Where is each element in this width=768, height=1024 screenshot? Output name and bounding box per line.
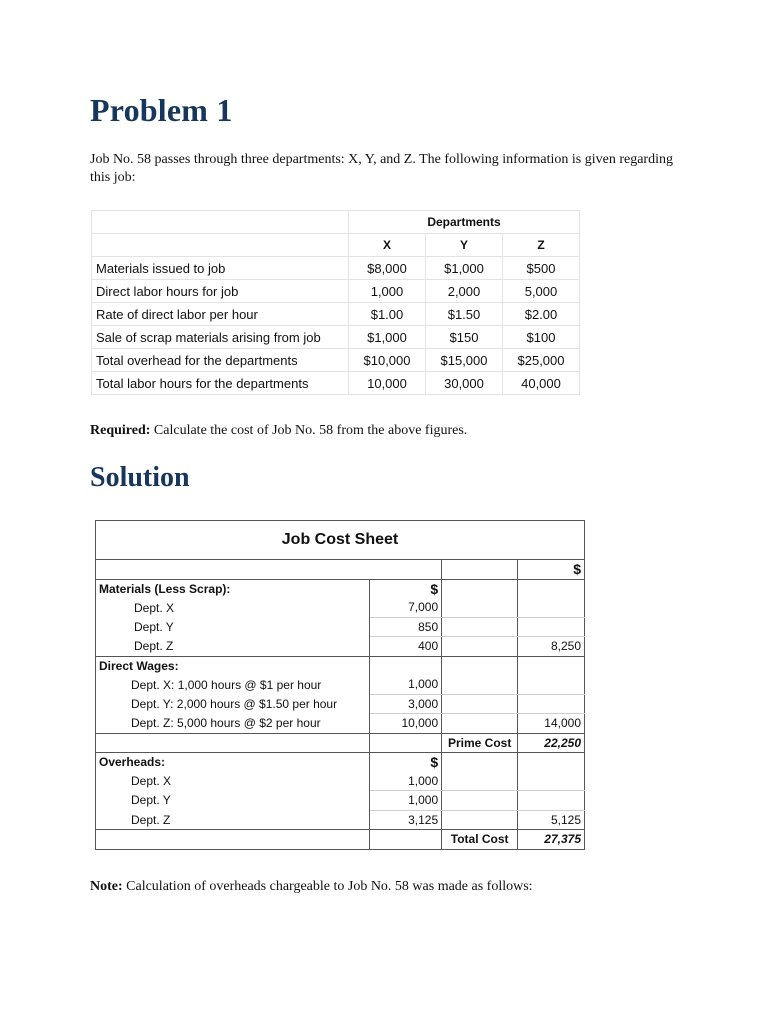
cell-z: $25,000 [503, 349, 580, 372]
overheads-heading: Overheads: [96, 753, 370, 772]
note-paragraph [90, 879, 533, 895]
column-header-row [92, 234, 580, 257]
table-row [96, 791, 585, 811]
cell-y: 30,000 [426, 372, 503, 395]
row-amount: 850 [370, 617, 442, 637]
row-amount: 3,000 [370, 694, 442, 714]
wages-heading: Direct Wages: [96, 656, 370, 675]
table-row [96, 598, 585, 617]
cell-x: 1,000 [349, 280, 426, 303]
table-row [96, 637, 585, 657]
cell-y: $15,000 [426, 349, 503, 372]
row-label: Sale of scrap materials arising from job [92, 326, 349, 349]
table-row [92, 280, 580, 303]
cell-x: $1.00 [349, 303, 426, 326]
cell-z: $100 [503, 326, 580, 349]
page-title: Problem 1 [90, 92, 233, 128]
note-label: Note: [90, 879, 123, 894]
table-row [92, 303, 580, 326]
prime-cost-row [96, 733, 585, 753]
cell-y: $1.50 [426, 303, 503, 326]
row-amount: 1,000 [370, 675, 442, 694]
table-row [92, 349, 580, 372]
currency-symbol: $ [370, 579, 442, 598]
intro-paragraph: Job No. 58 passes through three departments: X, Y, and Z. The following information is given regarding this job: [90, 152, 673, 185]
row-amount: 1,000 [370, 772, 442, 791]
cell-x: $8,000 [349, 257, 426, 280]
overheads-heading-row [96, 753, 585, 772]
cell-y: $150 [426, 326, 503, 349]
total-cost-value: 27,375 [518, 830, 585, 850]
cell-z: $2.00 [503, 303, 580, 326]
col-header-z: Z [503, 234, 580, 257]
table-row [96, 810, 585, 830]
overheads-total: 5,125 [518, 810, 585, 830]
table-row [96, 617, 585, 637]
row-label: Dept. X [96, 772, 370, 791]
materials-heading-row [96, 579, 585, 598]
cell-x: $1,000 [349, 326, 426, 349]
currency-symbol: $ [518, 560, 585, 580]
col-header-y: Y [426, 234, 503, 257]
row-label: Materials issued to job [92, 257, 349, 280]
job-cost-sheet-title: Job Cost Sheet [96, 521, 585, 560]
materials-heading: Materials (Less Scrap): [96, 579, 370, 598]
cell-y: 2,000 [426, 280, 503, 303]
table-row [96, 714, 585, 734]
row-label: Dept. X [96, 598, 370, 617]
solution-title: Solution [90, 462, 190, 493]
row-amount: 10,000 [370, 714, 442, 734]
required-label: Required: [90, 423, 151, 438]
row-label: Dept. Y [96, 617, 370, 637]
table-row [92, 326, 580, 349]
job-cost-sheet-title-row [96, 521, 585, 560]
job-info-table [91, 210, 580, 395]
required-paragraph [90, 423, 467, 439]
materials-total: 8,250 [518, 637, 585, 657]
total-cost-row [96, 830, 585, 850]
row-label: Dept. Y: 2,000 hours @ $1.50 per hour [96, 694, 370, 714]
cell-x: $10,000 [349, 349, 426, 372]
cell-z: $500 [503, 257, 580, 280]
prime-cost-label: Prime Cost [442, 733, 518, 753]
row-amount: 1,000 [370, 791, 442, 811]
row-label: Total labor hours for the departments [92, 372, 349, 395]
currency-symbol: $ [370, 753, 442, 772]
required-text: Calculate the cost of Job No. 58 from the above figures. [150, 423, 468, 438]
row-label: Dept. Z: 5,000 hours @ $2 per hour [96, 714, 370, 734]
departments-header-row [92, 211, 580, 234]
currency-row [96, 560, 585, 580]
table-row [92, 257, 580, 280]
total-cost-label: Total Cost [442, 830, 518, 850]
row-label: Total overhead for the departments [92, 349, 349, 372]
table-row [96, 772, 585, 791]
wages-heading-row [96, 656, 585, 675]
prime-cost-value: 22,250 [518, 733, 585, 753]
note-text: Calculation of overheads chargeable to Job No. 58 was made as follows: [122, 879, 533, 894]
table-row [96, 675, 585, 694]
cell-x: 10,000 [349, 372, 426, 395]
row-label: Dept. Z [96, 810, 370, 830]
cell-z: 5,000 [503, 280, 580, 303]
row-amount: 7,000 [370, 598, 442, 617]
row-label: Dept. X: 1,000 hours @ $1 per hour [96, 675, 370, 694]
col-header-x: X [349, 234, 426, 257]
table-row [92, 372, 580, 395]
departments-header: Departments [349, 211, 580, 234]
row-amount: 400 [370, 637, 442, 657]
row-label: Dept. Y [96, 791, 370, 811]
row-label: Direct labor hours for job [92, 280, 349, 303]
row-amount: 3,125 [370, 810, 442, 830]
row-label: Rate of direct labor per hour [92, 303, 349, 326]
wages-total: 14,000 [518, 714, 585, 734]
cell-y: $1,000 [426, 257, 503, 280]
table-row [96, 694, 585, 714]
job-cost-sheet [95, 520, 585, 850]
row-label: Dept. Z [96, 637, 370, 657]
cell-z: 40,000 [503, 372, 580, 395]
